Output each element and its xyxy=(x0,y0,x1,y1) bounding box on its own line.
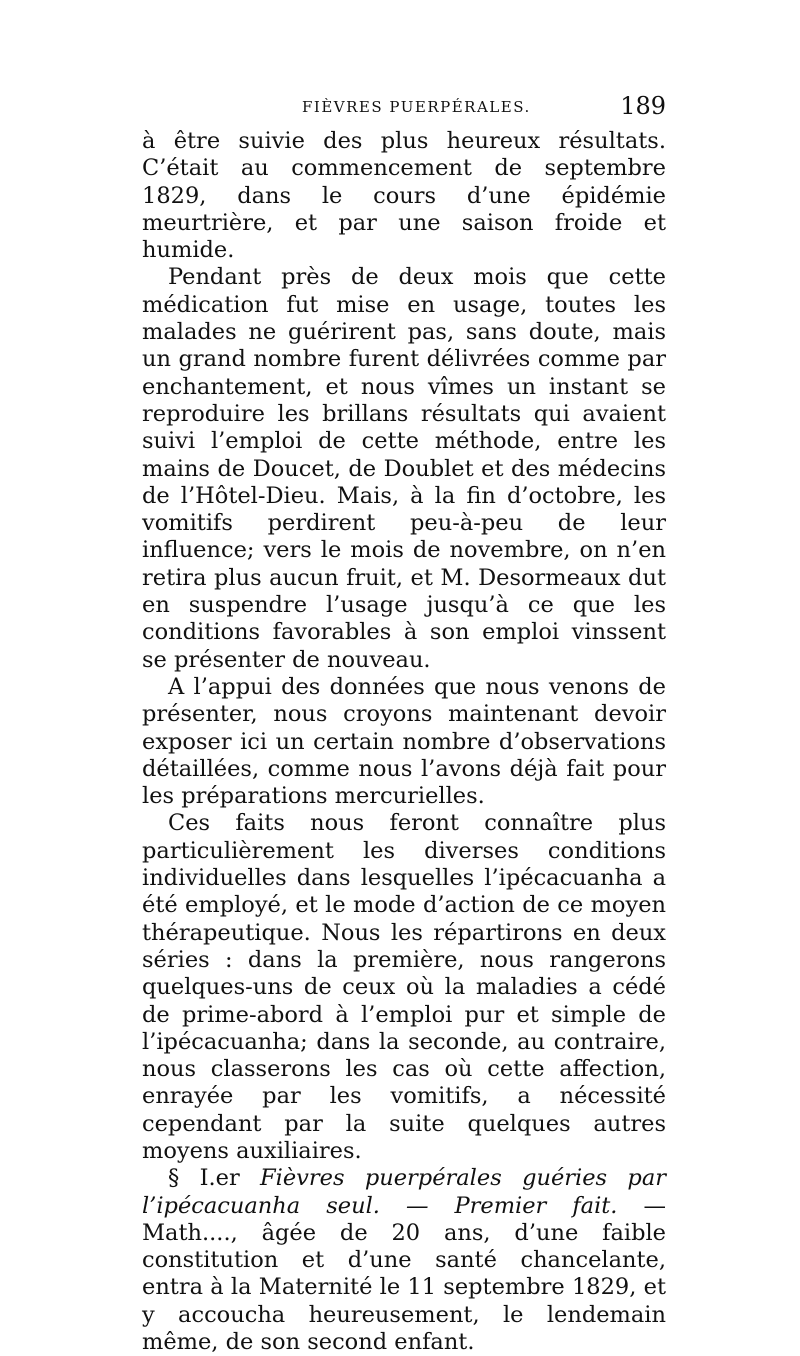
paragraph-continuation: à être suivie des plus heureux résultats. C’était au commencement de septembre 1829, dans le cours d’une épidémie meurtrière, et par une saison froide et humide. xyxy=(142,128,666,264)
section-paragraph xyxy=(142,1165,666,1356)
body-text xyxy=(142,128,666,1356)
paragraph: Ces faits nous feront connaître plus particulièrement les diverses conditions individuelles dans lesquelles l’ipécacuanha a été employé, et le mode d’action de ce moyen thérapeutique. Nous les répartirons en deux séries : dans la première, nous rangerons quelques-uns de ceux où la maladies a cédé de prime-abord à l’emploi pur et simple de l’ipécacuanha; dans la seconde, au contraire, nous classerons les cas où cette affection, enrayée par les vomitifs, a nécessité cependant par la suite quelques autres moyens auxiliaires. xyxy=(142,810,666,1164)
page-number: 189 xyxy=(620,92,666,120)
paragraph: A l’appui des données que nous venons de présenter, nous croyons maintenant devoir exposer ici un certain nombre d’observations détaillées, comme nous l’avons déjà fait pour les préparations mercurielles. xyxy=(142,673,666,810)
running-head xyxy=(142,94,666,124)
paragraph: Pendant près de deux mois que cette médication fut mise en usage, toutes les malades ne guérirent pas, sans doute, mais un grand nombre furent délivrées comme par enchantement, et nous vîmes un instant se reproduire les brillans résultats qui avaient suivi l’emploi de cette méthode, entre les mains de Doucet, de Doublet et des médecins de l’Hôtel-Dieu. Mais, à la fin d’octobre, les vomitifs perdirent peu-à-peu de leur influence; vers le mois de novembre, on n’en retira plus aucun fruit, et M. Desormeaux dut en suspendre l’usage jusqu’à ce que les conditions favorables à son emploi vinssent se présenter de nouveau. xyxy=(142,264,666,673)
section-title: Fièvres puerpérales guéries par l’ipécacuanha seul. — Premier fait. xyxy=(142,1165,667,1219)
section-body: — Math...., âgée de 20 ans, d’une faible constitution et d’une santé chancelante, entra à la Maternité le 11 septembre 1829, et y accoucha heureusement, le lendemain même, de son second enfant. xyxy=(142,1192,667,1356)
section-mark: § I.er xyxy=(168,1165,240,1192)
running-title: FIÈVRES PUERPÉRALES. xyxy=(302,98,531,116)
